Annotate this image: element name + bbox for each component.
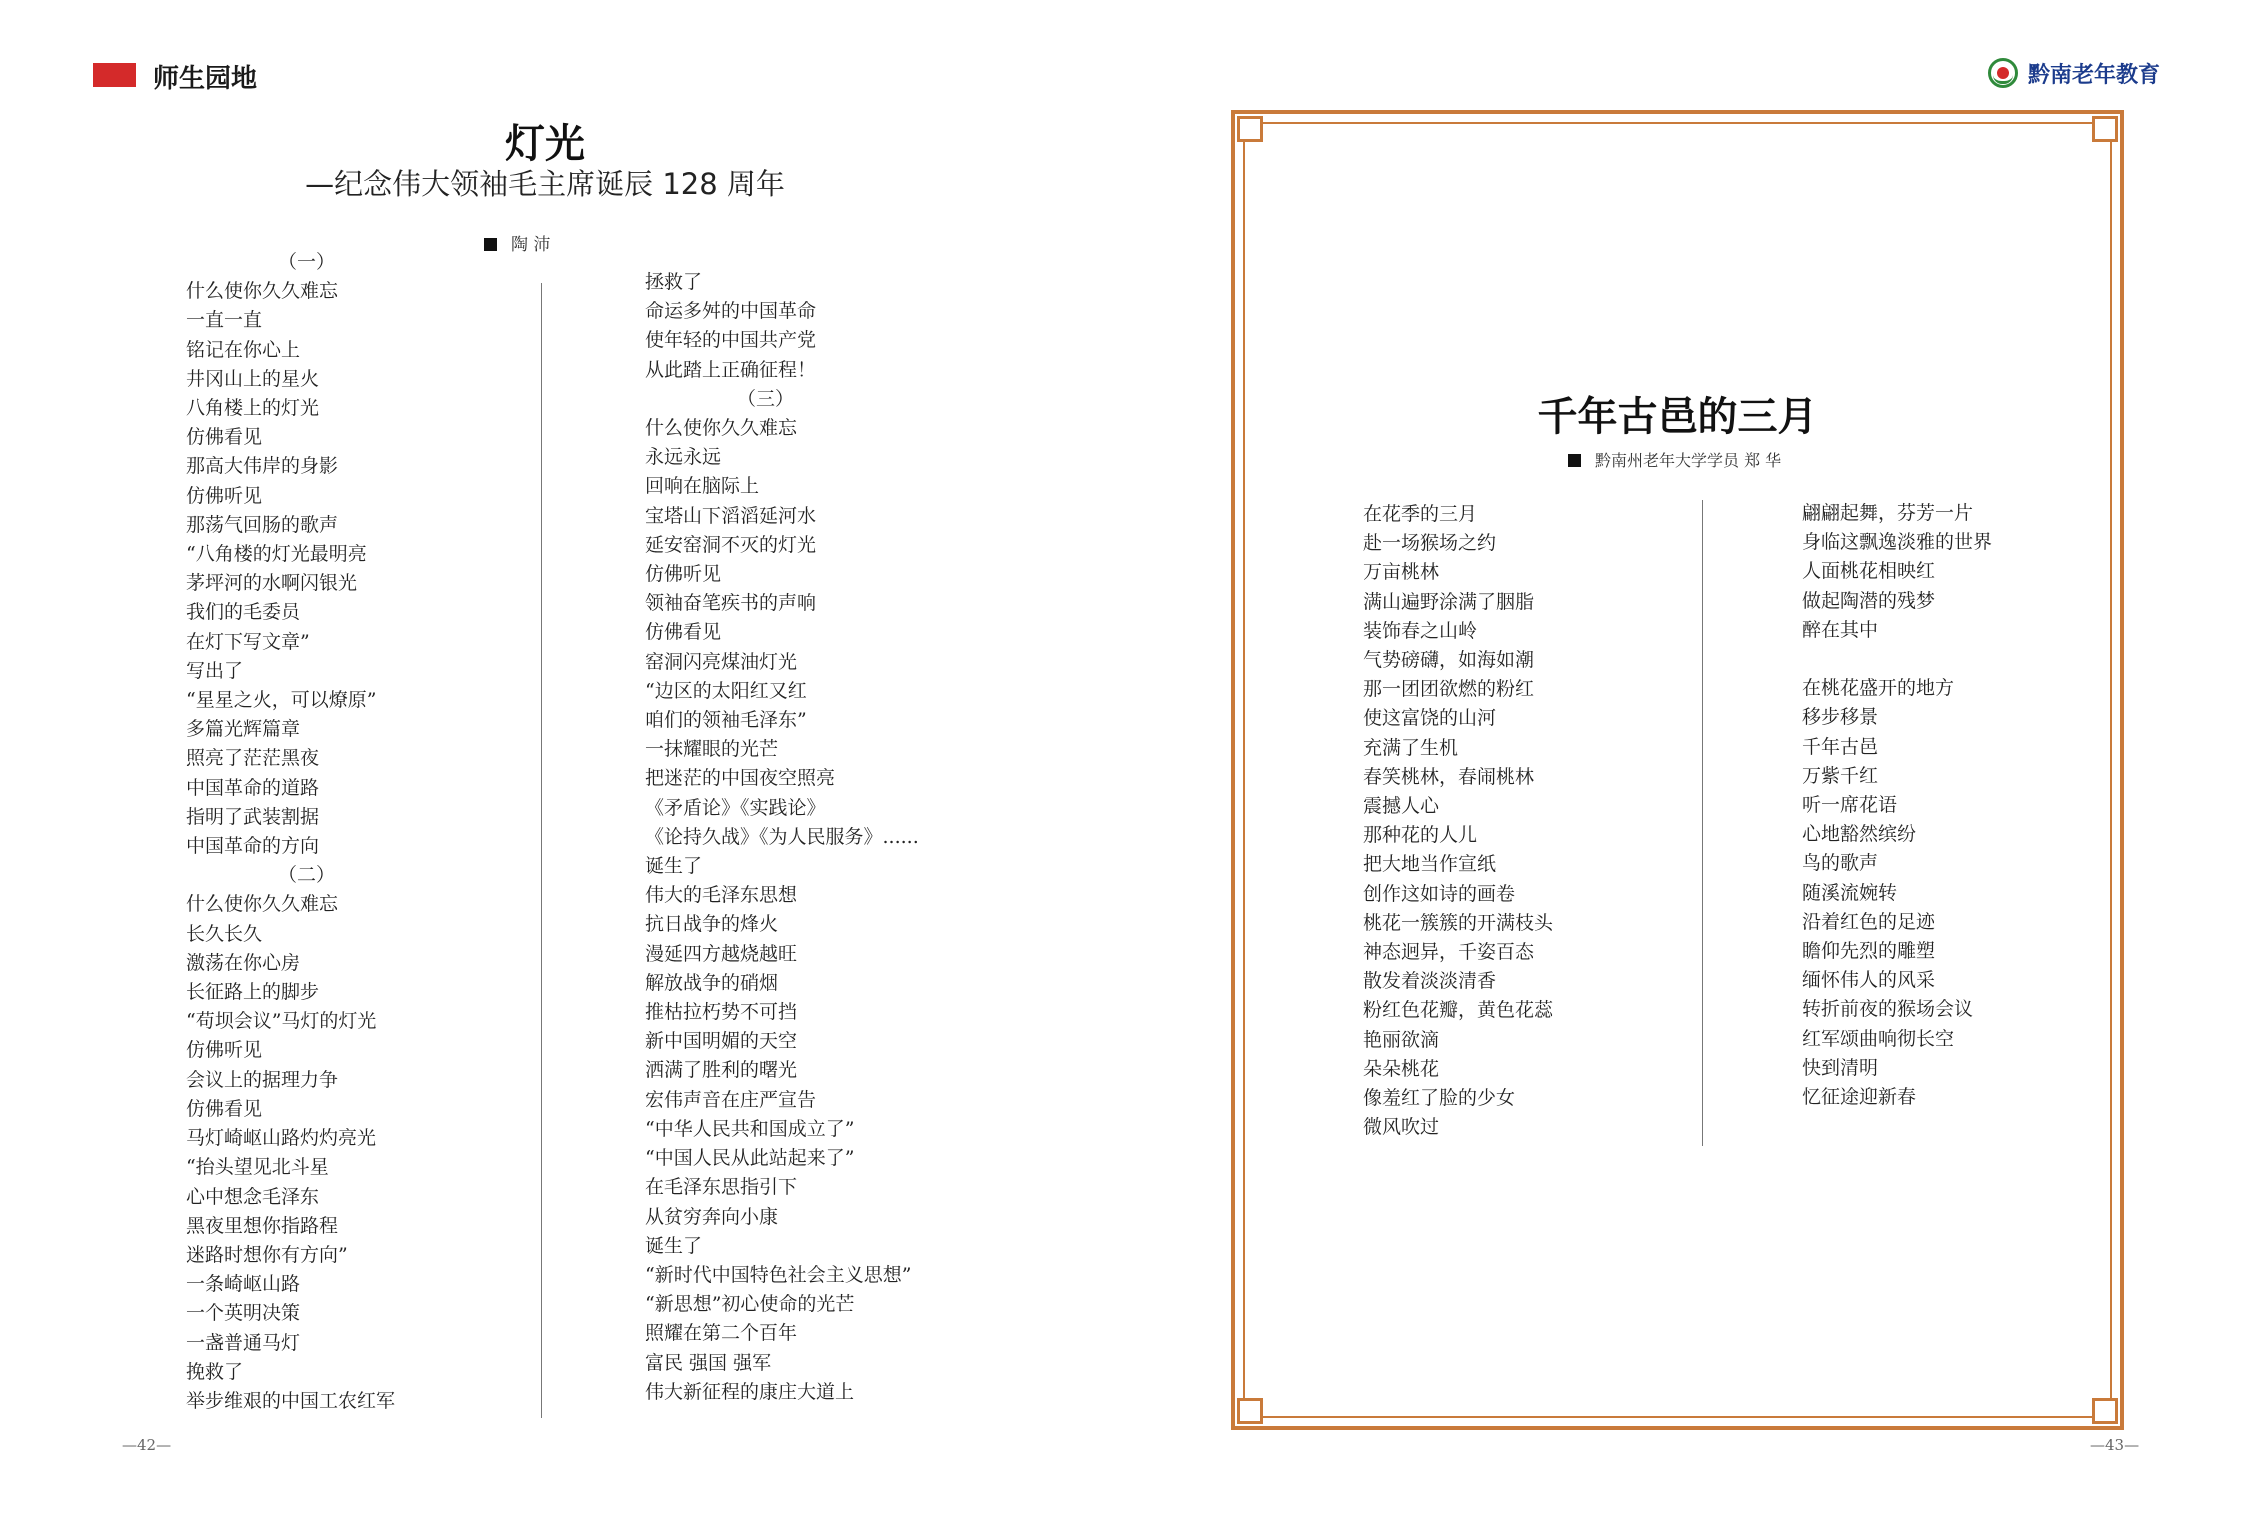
- brand-name: 黔南老年教育: [2028, 63, 2161, 88]
- poem-line: “抬头望见北斗星: [186, 1156, 329, 1179]
- poem-line: 随溪流婉转: [1802, 881, 1898, 904]
- poem-line: 什么使你久久难忘: [645, 417, 798, 440]
- page-number-left: —42—: [122, 1436, 172, 1454]
- poem-line: 那荡气回肠的歌声: [186, 513, 339, 536]
- poem-line: 红军颂曲响彻长空: [1802, 1027, 1955, 1050]
- poem-line: 心中想念毛泽东: [186, 1185, 320, 1208]
- poem-line: 迷路时想你有方向”: [186, 1243, 348, 1266]
- poem-line: 忆征途迎新春: [1802, 1086, 1917, 1109]
- byline-square-icon: [1568, 454, 1581, 467]
- right-poem-column-1: [1363, 500, 1553, 1142]
- poem-line: 快到清明: [1802, 1056, 1879, 1079]
- poem-line: 窑洞闪亮煤油灯光: [645, 650, 798, 673]
- poem-line: 领袖奋笔疾书的声响: [645, 592, 817, 615]
- poem-line: 宏伟声音在庄严宣告: [645, 1088, 817, 1111]
- poem-line: 仿佛看见: [645, 621, 722, 644]
- poem-line: 拯救了: [645, 271, 703, 293]
- poem-line: 转折前夜的猴场会议: [1802, 998, 1974, 1021]
- poem-line: 艳丽欲滴: [1363, 1028, 1440, 1051]
- column-divider: [1702, 500, 1703, 1146]
- poem-line: 漫延四方越烧越旺: [645, 942, 798, 965]
- poem-line: 解放战争的硝烟: [645, 971, 779, 994]
- left-poem-column-2: [645, 268, 919, 1407]
- brand-logo-icon: [1988, 58, 2018, 88]
- poem-line: 一盏普通马灯: [186, 1331, 301, 1354]
- poem-line: 井冈山上的星火: [186, 367, 320, 390]
- frame-corner-ornament: [2092, 1398, 2118, 1424]
- poem-line: 中国革命的道路: [186, 776, 320, 799]
- poem-section-number: （三）: [737, 387, 795, 410]
- poem-line: 做起陶潜的残梦: [1802, 589, 1936, 612]
- poem-line: “新思想”初心使命的光芒: [645, 1293, 855, 1316]
- poem-line: 那一团团欲燃的粉红: [1363, 678, 1535, 701]
- poem-line: 什么使你久久难忘: [186, 280, 339, 303]
- poem-line: 使这富饶的山河: [1363, 707, 1497, 730]
- poem-line: 抗日战争的烽火: [645, 913, 779, 936]
- poem-line: 仿佛看见: [186, 426, 263, 449]
- poem-line: 会议上的据理力争: [186, 1068, 339, 1091]
- poem-line: 写出了: [186, 659, 244, 682]
- poem-line: 在花季的三月: [1363, 503, 1478, 525]
- poem-line: [1802, 645, 1992, 674]
- poem-line: 在桃花盛开的地方: [1802, 677, 1955, 700]
- poem-line: 赴一场猴场之约: [1363, 532, 1497, 555]
- poem-line: 诞生了: [645, 1234, 703, 1257]
- poem-line: 气势磅礴，如海如潮: [1363, 649, 1535, 672]
- poem-line: 震撼人心: [1363, 795, 1440, 818]
- right-article-title: 千年古邑的三月: [1537, 394, 1818, 440]
- poem-line: 新中国明媚的天空: [645, 1030, 798, 1053]
- poem-line: 翩翩起舞，芬芳一片: [1802, 502, 1974, 524]
- poem-line: 一抹耀眼的光芒: [645, 738, 779, 761]
- poem-line: 瞻仰先烈的雕塑: [1802, 940, 1936, 963]
- poem-line: 桃花一簇簇的开满枝头: [1363, 911, 1554, 934]
- poem-line: 千年古邑: [1802, 735, 1879, 758]
- left-article-title: 灯光: [505, 121, 585, 167]
- poem-line: 身临这飘逸淡雅的世界: [1802, 531, 1993, 554]
- poem-line: 黑夜里想你指路程: [186, 1214, 339, 1237]
- section-title: 师生园地: [153, 64, 258, 94]
- poem-line: 充满了生机: [1363, 736, 1459, 759]
- left-article-byline: [484, 230, 550, 255]
- poem-line: 照亮了茫茫黑夜: [186, 747, 320, 770]
- left-poem-column-1: [186, 248, 395, 1416]
- poem-line: 仿佛听见: [645, 563, 722, 586]
- page-number-right: —43—: [2090, 1436, 2140, 1454]
- poem-line: 铭记在你心上: [186, 338, 301, 361]
- poem-line: 咱们的领袖毛泽东”: [645, 709, 807, 732]
- poem-line: 我们的毛委员: [186, 601, 301, 624]
- poem-line: 洒满了胜利的曙光: [645, 1059, 798, 1082]
- poem-line: 伟大的毛泽东思想: [645, 884, 798, 907]
- frame-corner-ornament: [1237, 1398, 1263, 1424]
- poem-section-number: （一）: [278, 251, 336, 273]
- poem-line: 听一席花语: [1802, 794, 1898, 817]
- poem-line: 仿佛听见: [186, 1039, 263, 1062]
- column-divider: [541, 283, 542, 1418]
- left-article-subtitle: —纪念伟大领袖毛主席诞辰 128 周年: [305, 167, 785, 201]
- frame-corner-ornament: [1237, 116, 1263, 142]
- poem-line: 《矛盾论》《实践论》: [645, 796, 826, 819]
- poem-line: 伟大新征程的康庄大道上: [645, 1380, 855, 1403]
- section-color-bar: [93, 63, 136, 87]
- poem-line: 多篇光辉篇章: [186, 718, 301, 741]
- poem-line: 万亩桃林: [1363, 561, 1440, 584]
- poem-line: 激荡在你心房: [186, 951, 301, 974]
- poem-line: 命运多舛的中国革命: [645, 300, 817, 323]
- poem-line: 心地豁然缤纷: [1802, 823, 1917, 846]
- poem-line: 延安窑洞不灭的灯光: [645, 533, 817, 556]
- poem-line: 沿着红色的足迹: [1802, 910, 1936, 933]
- poem-line: 马灯崎岖山路灼灼亮光: [186, 1127, 377, 1150]
- poem-line: 在毛泽东思指引下: [645, 1176, 798, 1199]
- poem-line: 照耀在第二个百年: [645, 1322, 798, 1345]
- right-article-byline: [1568, 448, 1781, 471]
- poem-line: 在灯下写文章”: [186, 630, 310, 653]
- poem-line: 春笑桃林，春闹桃林: [1363, 765, 1535, 788]
- poem-line: 把迷茫的中国夜空照亮: [645, 767, 836, 790]
- poem-line: 一个英明决策: [186, 1302, 301, 1325]
- poem-line: 茅坪河的水啊闪银光: [186, 572, 358, 595]
- frame-corner-ornament: [2092, 116, 2118, 142]
- poem-line: 微风吹过: [1363, 1116, 1440, 1139]
- poem-line: 创作这如诗的画卷: [1363, 882, 1516, 905]
- poem-line: 长征路上的脚步: [186, 981, 320, 1004]
- poem-line: 永远永远: [645, 446, 722, 469]
- poem-line: “中华人民共和国成立了”: [645, 1117, 855, 1140]
- poem-line: 人面桃花相映红: [1802, 560, 1936, 583]
- poem-line: 富民 强国 强军: [645, 1351, 772, 1374]
- poem-line: 像羞红了脸的少女: [1363, 1087, 1516, 1110]
- poem-line: 举步维艰的中国工农红军: [186, 1389, 396, 1412]
- poem-line: 移步移景: [1802, 706, 1879, 729]
- poem-line: “新时代中国特色社会主义思想”: [645, 1263, 912, 1286]
- poem-line: 醉在其中: [1802, 618, 1879, 641]
- right-poem-column-2: [1802, 499, 1992, 1112]
- poem-line: 朵朵桃花: [1363, 1057, 1440, 1080]
- poem-line: 那种花的人儿: [1363, 824, 1478, 847]
- poem-line: “苟坝会议”马灯的灯光: [186, 1010, 377, 1033]
- poem-line: 一直一直: [186, 309, 263, 332]
- poem-line: 诞生了: [645, 855, 703, 878]
- poem-line: 鸟的歌声: [1802, 852, 1879, 875]
- poem-section-number: （二）: [278, 864, 336, 887]
- poem-line: 神态迥异，千姿百态: [1363, 941, 1535, 964]
- poem-line: 长久长久: [186, 922, 263, 945]
- poem-line: 推枯拉朽势不可挡: [645, 1001, 798, 1024]
- poem-line: 装饰春之山岭: [1363, 619, 1478, 642]
- byline-square-icon: [484, 238, 497, 251]
- poem-line: 什么使你久久难忘: [186, 893, 339, 916]
- poem-line: 仿佛看见: [186, 1097, 263, 1120]
- poem-line: “中国人民从此站起来了”: [645, 1147, 855, 1170]
- poem-line: 从贫穷奔向小康: [645, 1205, 779, 1228]
- poem-line: 仿佛听见: [186, 484, 263, 507]
- poem-line: 万紫千红: [1802, 764, 1879, 787]
- poem-line: “八角楼的灯光最明亮: [186, 543, 367, 566]
- right-article-author: 黔南州老年大学学员 郑 华: [1595, 451, 1782, 470]
- poem-line: 回响在脑际上: [645, 475, 760, 498]
- poem-line: 一条崎岖山路: [186, 1273, 301, 1296]
- poem-line: 那高大伟岸的身影: [186, 455, 339, 478]
- poem-line: 《论持久战》《为人民服务》......: [645, 825, 919, 848]
- poem-line: “星星之火，可以燎原”: [186, 689, 377, 712]
- poem-line: 挽救了: [186, 1360, 244, 1383]
- poem-line: 从此踏上正确征程！: [645, 358, 817, 381]
- poem-line: 指明了武装割据: [186, 805, 320, 828]
- poem-line: 缅怀伟人的风采: [1802, 969, 1936, 992]
- poem-line: 八角楼上的灯光: [186, 397, 320, 420]
- left-article-author: 陶 沛: [511, 235, 551, 255]
- poem-line: 满山遍野涂满了胭脂: [1363, 590, 1535, 613]
- poem-line: 散发着淡淡清香: [1363, 970, 1497, 993]
- poem-line: “边区的太阳红又红: [645, 679, 807, 702]
- poem-line: 宝塔山下滔滔延河水: [645, 504, 817, 527]
- poem-line: 把大地当作宣纸: [1363, 853, 1497, 876]
- poem-line: 中国革命的方向: [186, 835, 320, 858]
- poem-line: 使年轻的中国共产党: [645, 329, 817, 352]
- poem-line: 粉红色花瓣，黄色花蕊: [1363, 999, 1554, 1022]
